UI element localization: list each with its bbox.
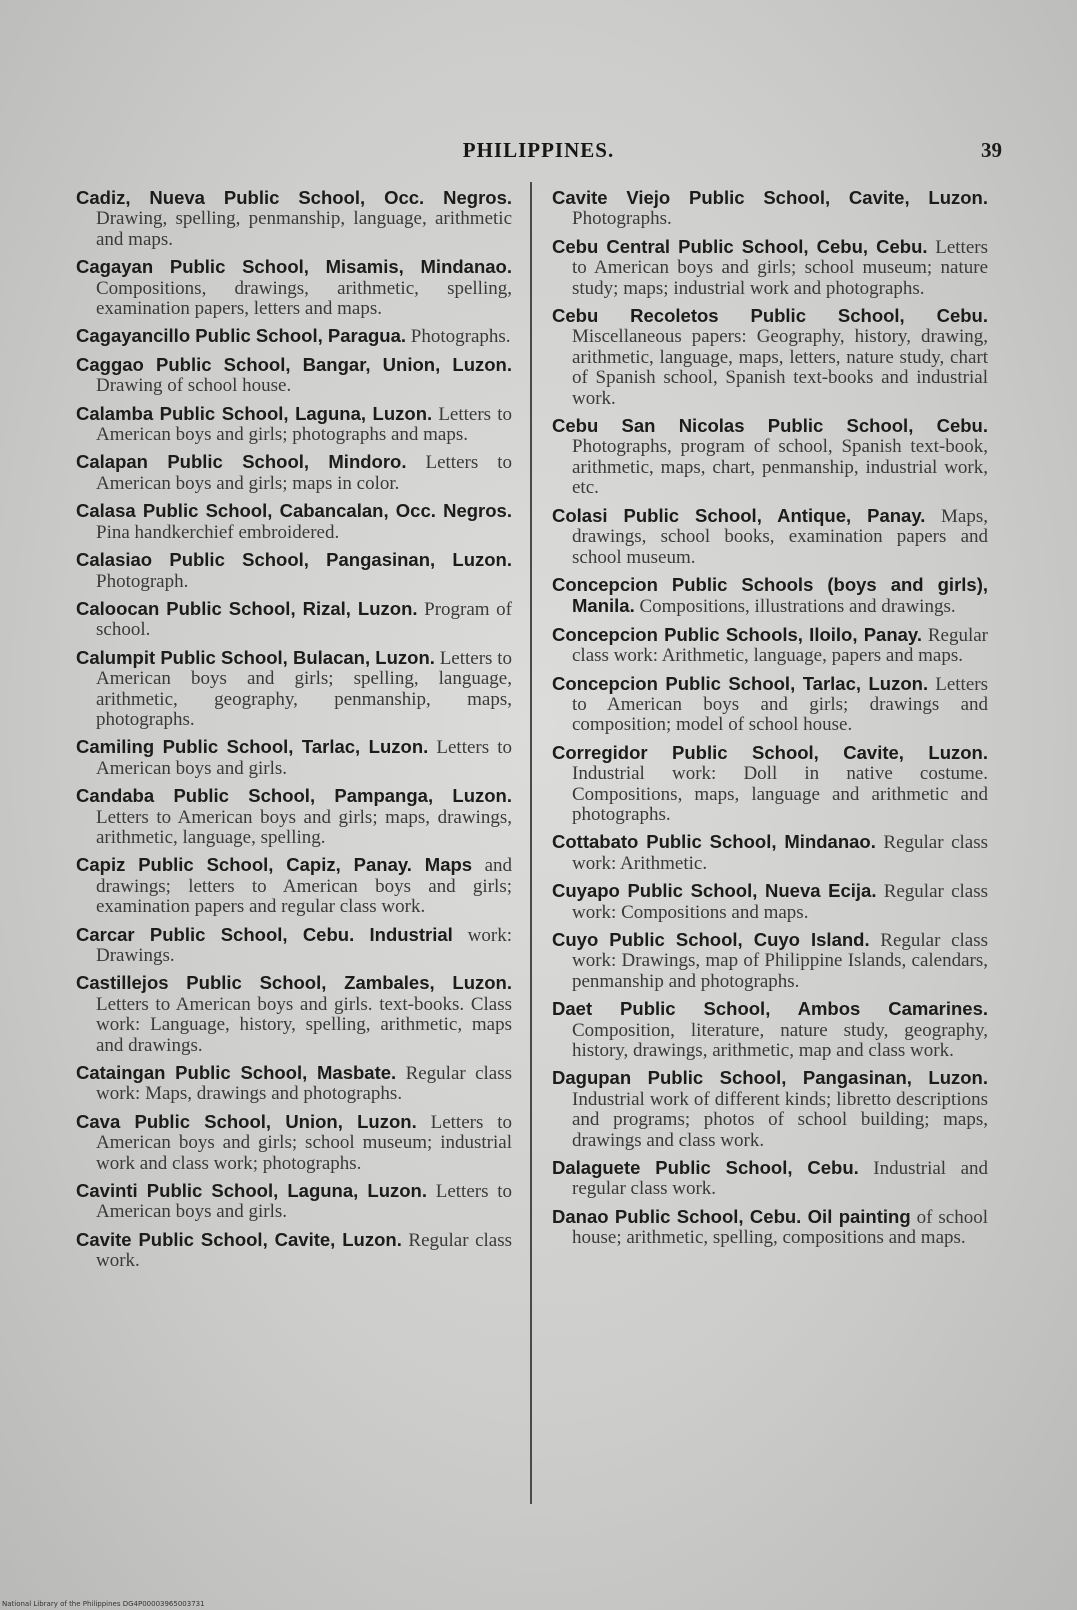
directory-entry [76, 973, 512, 1056]
directory-entry [76, 188, 512, 250]
exhibit-description: Regular class work: Maps, drawings and photographs. [96, 1063, 513, 1105]
directory-entry [76, 404, 512, 446]
directory-entry [76, 257, 512, 319]
school-name: Dagupan Public School, Pangasinan, Luzon. [552, 1067, 988, 1089]
school-name: Cuyo Public School, Cuyo Island. [552, 929, 870, 950]
exhibit-description: Letters to American boys and girls; spelling, language, arithmetic, geography, penmanship, maps, photographs. [96, 647, 513, 730]
school-name: Corregidor Public School, Cavite, Luzon. [552, 741, 988, 763]
directory-entry [552, 625, 988, 667]
directory-entry [552, 881, 988, 923]
directory-entry [552, 306, 988, 409]
school-name: Cavinti Public School, Laguna, Luzon. [76, 1180, 427, 1202]
exhibit-description: Maps, drawings, school books, examination papers and school museum. [572, 505, 988, 568]
directory-entry [76, 326, 512, 347]
exhibit-description: Pina handkerchief embroidered. [96, 521, 340, 543]
school-name: Carcar Public School, Cebu. Industrial [76, 923, 453, 945]
school-name: Calasiao Public School, Pangasinan, Luzon. [76, 549, 512, 571]
school-name: Cadiz, Nueva Public School, Occ. Negros. [76, 187, 512, 208]
directory-entry [76, 1112, 512, 1174]
directory-entry [76, 1181, 512, 1223]
exhibit-description: Photographs. [410, 326, 511, 348]
directory-entry [76, 737, 512, 779]
directory-entry [552, 999, 988, 1061]
column-divider [530, 182, 532, 1504]
directory-entry [76, 1063, 512, 1105]
school-name: Dalaguete Public School, Cebu. [552, 1157, 859, 1179]
school-name: Concepcion Public Schools (boys and girls), Manila. [552, 573, 988, 617]
directory-entry [552, 237, 988, 299]
school-name: Cataingan Public School, Masbate. [76, 1062, 397, 1084]
directory-entry [552, 1207, 988, 1249]
exhibit-description: Compositions, drawings, arithmetic, spelling, examination papers, letters and maps. [96, 277, 512, 320]
exhibit-description: Letters to American boys and girls; drawings and composition; model of school house. [572, 673, 988, 736]
directory-entry [552, 506, 988, 568]
school-name: Candaba Public School, Pampanga, Luzon. [76, 785, 512, 807]
school-name: Capiz Public School, Capiz, Panay. Maps [76, 854, 473, 876]
directory-entry [76, 452, 512, 494]
right-column [552, 188, 988, 1256]
school-name: Calapan Public School, Mindoro. [76, 451, 407, 473]
school-name: Cebu San Nicolas Public School, Cebu. [552, 415, 988, 437]
exhibit-description: Composition, literature, nature study, geography, history, drawings, arithmetic, map and class work. [572, 1019, 988, 1062]
exhibit-description: Regular class work: Drawings, map of Philippine Islands, calendars, penmanship and photographs. [572, 930, 988, 992]
exhibit-description: Regular class work. [96, 1229, 513, 1272]
school-name: Cava Public School, Union, Luzon. [76, 1110, 417, 1132]
directory-entry [76, 925, 512, 967]
school-name: Cuyapo Public School, Nueva Ecija. [552, 880, 877, 902]
exhibit-description: Photographs. [572, 208, 672, 230]
directory-entry [552, 743, 988, 826]
directory-entry [552, 674, 988, 736]
directory-entry [76, 550, 512, 592]
exhibit-description: Regular class work: Arithmetic. [572, 832, 989, 874]
directory-entry [76, 599, 512, 641]
page-number: 39 [981, 138, 1002, 162]
school-name: Calasa Public School, Cabancalan, Occ. Negros. [76, 500, 512, 522]
school-name: Cebu Recoletos Public School, Cebu. [552, 305, 988, 327]
school-name: Cebu Central Public School, Cebu, Cebu. [552, 235, 928, 257]
exhibit-description: Regular class work: Arithmetic, language, papers and maps. [572, 624, 988, 667]
directory-entry [552, 1068, 988, 1151]
directory-entry [552, 188, 988, 230]
school-name: Caloocan Public School, Rizal, Luzon. [76, 597, 418, 619]
school-name: Cagayan Public School, Misamis, Mindanao. [76, 256, 512, 278]
exhibit-description: Industrial work: Doll in native costume. Compositions, maps, language and arithmetic and photographs. [572, 763, 988, 825]
directory-entry [76, 355, 512, 397]
running-title: PHILIPPINES. [462, 138, 615, 162]
directory-entry [552, 930, 988, 992]
directory-entry [552, 1158, 988, 1200]
school-name: Danao Public School, Cebu. Oil painting [552, 1205, 911, 1227]
exhibit-description: Regular class work: Compositions and maps. [572, 881, 989, 923]
school-name: Concepcion Public School, Tarlac, Luzon. [552, 672, 929, 694]
left-column [76, 188, 512, 1279]
exhibit-description: Compositions, illustrations and drawings. [639, 596, 956, 618]
exhibit-description: of school house; arithmetic, spelling, compositions and maps. [572, 1206, 988, 1249]
directory-entry [552, 416, 988, 499]
directory-entry [76, 648, 512, 731]
directory-entry [552, 832, 988, 874]
directory-entry [76, 501, 512, 543]
exhibit-description: Photograph. [96, 570, 189, 592]
school-name: Concepcion Public Schools, Iloilo, Panay. [552, 623, 922, 645]
scan-credit: National Library of the Philippines DG4P00003965003731 [2, 1600, 205, 1608]
school-name: Cavite Public School, Cavite, Luzon. [76, 1228, 402, 1250]
school-name: Castillejos Public School, Zambales, Luzon. [76, 972, 512, 994]
exhibit-description: Letters to American boys and girls; maps, drawings, arithmetic, language, spelling. [96, 806, 512, 848]
exhibit-description: Drawing of school house. [96, 375, 292, 397]
exhibit-description: Letters to American boys and girls. [96, 737, 513, 779]
directory-entry [76, 1230, 512, 1272]
exhibit-description: Drawing, spelling, penmanship, language, arithmetic and maps. [96, 208, 512, 250]
exhibit-description: Program of school. [96, 598, 513, 641]
directory-entry [552, 575, 988, 618]
exhibit-description: Letters to American boys and girls; photographs and maps. [96, 403, 513, 446]
exhibit-description: Letters to American boys and girls; school museum; industrial work and class work; photographs. [96, 1111, 512, 1174]
exhibit-description: Letters to American boys and girls. text-books. Class work: Language, history, spelling, arithmetic, maps and drawings. [96, 993, 512, 1056]
school-name: Daet Public School, Ambos Camarines. [552, 998, 988, 1020]
school-name: Cottabato Public School, Mindanao. [552, 831, 876, 853]
school-name: Cagayancillo Public School, Paragua. [76, 325, 407, 347]
exhibit-description: Industrial work of different kinds; libretto descriptions and programs; photos of school building; maps, drawings and class work. [572, 1088, 988, 1151]
school-name: Caggao Public School, Bangar, Union, Luzon. [76, 353, 512, 375]
school-name: Calamba Public School, Laguna, Luzon. [76, 402, 433, 424]
school-name: Colasi Public School, Antique, Panay. [552, 504, 926, 526]
exhibit-description: Letters to American boys and girls; school museum; nature study; maps; industrial work and photographs. [572, 236, 988, 299]
page-header [0, 138, 1077, 172]
directory-entry [76, 786, 512, 848]
exhibit-description: Photographs, program of school, Spanish text-book, arithmetic, maps, chart, penmanship, industrial work, etc. [572, 436, 988, 499]
directory-entry [76, 855, 512, 917]
exhibit-description: and drawings; letters to American boys and girls; examination papers and regular class work. [96, 855, 512, 918]
school-name: Camiling Public School, Tarlac, Luzon. [76, 736, 429, 758]
exhibit-description: Letters to American boys and girls; maps in color. [96, 452, 512, 494]
exhibit-description: Miscellaneous papers: Geography, history, drawing, arithmetic, language, maps, letters, nature study, chart of Spanish school, Spanish text-books and industrial work. [572, 326, 988, 409]
school-name: Calumpit Public School, Bulacan, Luzon. [76, 646, 435, 668]
school-name: Cavite Viejo Public School, Cavite, Luzon. [552, 187, 988, 208]
exhibit-description: work: Drawings. [96, 924, 512, 966]
exhibit-description: Letters to American boys and girls. [96, 1181, 512, 1223]
exhibit-description: Industrial and regular class work. [572, 1158, 989, 1200]
